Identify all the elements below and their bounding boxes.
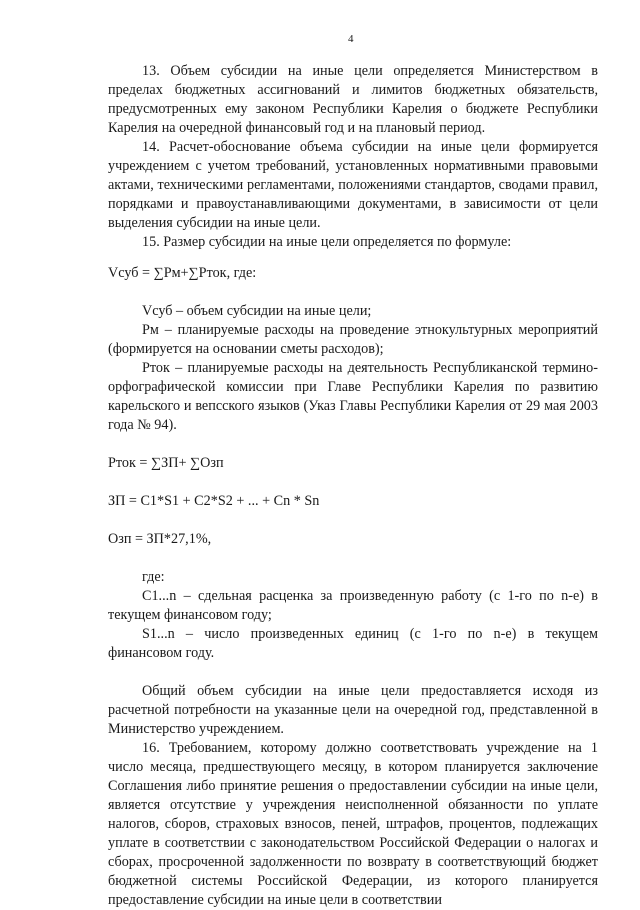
definition-c: C1...n – сдельная расценка за произведенную работу (с 1-го по n-е) в текущем финансовом году; xyxy=(108,588,598,623)
paragraph-13: 13. Объем субсидии на иные цели определяется Министерством в пределах бюджетных ассигнований и лимитов бюджетных обязательств, предусмотренных ему законом Республики Карелия о бюджете Республики Карелия на очередной финансовый год и на плановый период. xyxy=(108,63,598,136)
formula-ptok: Pток = ∑ЗП+ ∑Озп xyxy=(108,455,224,471)
definition-pm: Pм – планируемые расходы на проведение этнокультурных мероприятий (формируется на основании сметы расходов); xyxy=(108,322,598,357)
paragraph-total-volume: Общий объем субсидии на иные цели предоставляется исходя из расчетной потребности на указанные цели на очередной год, представленной в Министерство учреждением. xyxy=(108,683,598,737)
definition-vsub: Vсуб – объем субсидии на иные цели; xyxy=(142,303,372,319)
formula-zp: ЗП = C1*S1 + C2*S2 + ... + Cn * Sn xyxy=(108,493,320,509)
definition-s: S1...n – число произведенных единиц (с 1-го по n-е) в текущем финансовом году. xyxy=(108,626,598,661)
definition-ptok: Pток – планируемые расходы на деятельность Республиканской термино-орфографической комиссии при Главе Республики Карелия по развитию карельского и вепсского языков (Указ Главы Республики Карелия от 29 мая 2003 года № 94). xyxy=(108,360,598,433)
formula-ozp: Озп = ЗП*27,1%, xyxy=(108,531,212,547)
paragraph-16: 16. Требованием, которому должно соответствовать учреждение на 1 число месяца, предшествующего месяцу, в котором планируется заключение Соглашения либо принятие решения о предоставлении субсидии на иные цели, является отсутствие у учреждения неисполненной обязанности по уплате налогов, сборов, страховых взносов, пеней, штрафов, процентов, подлежащих уплате в соответствии с законодательством Российской Федерации о налогах и сборах, просроченной задолженности по возврату в соответствующий бюджет бюджетной системы Российской Федерации, из которого планируется предоставление субсидии на иные цели в соответствии xyxy=(108,740,598,908)
formula-main: Vсуб = ∑Pм+∑Pток, где: xyxy=(108,265,257,281)
document-body xyxy=(108,62,598,910)
paragraph-14: 14. Расчет-обоснование объема субсидии на иные цели формируется учреждением с учетом требований, установленных нормативными правовыми актами, техническими регламентами, положениями стандартов, сводами правил, порядками и правоустанавливающими документами, в зависимости от цели выделения субсидии на иные цели. xyxy=(108,139,598,231)
page-number: 4 xyxy=(348,33,354,45)
where-label: где: xyxy=(142,569,165,585)
paragraph-15: 15. Размер субсидии на иные цели определяется по формуле: xyxy=(142,234,512,250)
